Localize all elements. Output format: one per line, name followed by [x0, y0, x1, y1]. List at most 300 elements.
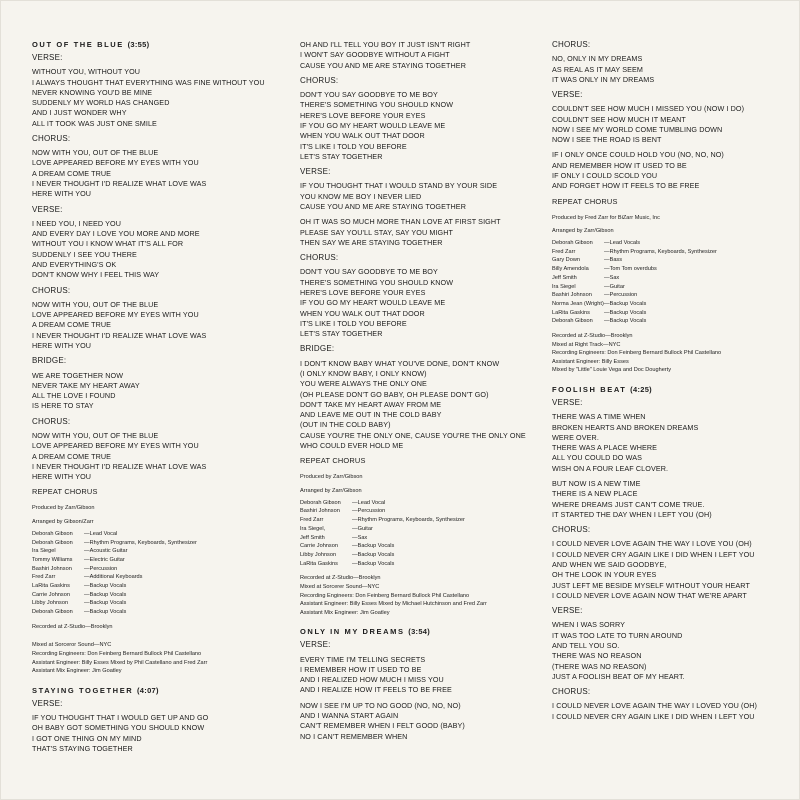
personnel-name: Libby Johnson — [32, 600, 69, 607]
personnel-name: Billy Amendola — [552, 266, 589, 273]
lyric-line: I REMEMBER HOW IT USED TO BE — [300, 664, 422, 674]
lyric-line: LOVE APPEARED BEFORE MY EYES WITH YOU — [32, 441, 199, 451]
lyric-line: NOW WITH YOU, OUT OF THE BLUE — [32, 148, 159, 158]
lyric-line: BROKEN HEARTS AND BROKEN DREAMS — [552, 422, 699, 432]
personnel-name: Fred Zarr — [300, 517, 324, 524]
personnel-row — [552, 309, 796, 318]
studio-line: Recorded at Z-Studio—Brooklyn — [300, 575, 381, 582]
spacer — [552, 375, 796, 385]
lyric-line: I COULD NEVER CRY AGAIN LIKE I DID WHEN I LEFT YOU — [552, 711, 755, 721]
studio-line: Mixed at Right Track—NYC — [552, 341, 621, 348]
lyric-line: THAT'S STAYING TOGETHER — [32, 743, 133, 753]
personnel-name: Ira Siegel — [32, 548, 56, 555]
personnel-row — [32, 573, 276, 582]
song-title-text: OUT OF THE BLUE — [32, 40, 124, 49]
lyric-line: AND EVERYTHING'S OK — [32, 260, 117, 270]
personnel-row — [552, 291, 796, 300]
lyric-line: CAUSE YOU AND ME ARE STAYING TOGETHER — [300, 60, 466, 70]
personnel-row — [552, 265, 796, 274]
lyric-line: DON'T YOU SAY GOODBYE TO ME BOY — [300, 90, 438, 100]
lyric-line: (OUT IN THE COLD BABY) — [300, 420, 391, 430]
personnel-role: —Percussion — [604, 292, 638, 299]
personnel-row — [552, 300, 796, 309]
personnel-name: Bashiri Johnson — [552, 292, 592, 299]
lyric-line: JUST A FOOLISH BEAT OF MY HEART. — [552, 671, 685, 681]
lyric-line: I COULD NEVER LOVE AGAIN THE WAY I LOVE YOU (OH) — [552, 539, 752, 549]
lyric-section — [32, 134, 276, 200]
stanza — [300, 359, 544, 452]
studio-line: Assistant Engineer: Billy Esses Mixed by Michael Hutchinson and Fred Zarr — [300, 601, 487, 608]
studio-line: Recorded at Z-Studio—Brooklyn — [32, 623, 113, 630]
lyric-line: WE ARE TOGETHER NOW — [32, 370, 124, 380]
lyric-line: SUDDENLY MY WORLD HAS CHANGED — [32, 98, 170, 108]
section-label: VERSE: — [552, 90, 583, 100]
personnel-role: —Backup Vocals — [604, 301, 647, 307]
personnel-name: LaRita Gaskins — [300, 560, 338, 567]
studio-line: Mixed at Sorceror Sound—NYC — [32, 642, 112, 649]
personnel-name: Ira Siegel, — [300, 525, 326, 532]
personnel-row — [300, 542, 544, 551]
lyric-line: AND I REALIZED HOW MUCH I MISS YOU — [300, 675, 444, 685]
personnel-role: —Electric Guitar — [84, 556, 125, 563]
lyric-line: NEVER TAKE MY HEART AWAY — [32, 380, 140, 390]
song-block — [552, 40, 796, 385]
lyric-line: BUT NOW IS A NEW TIME — [552, 479, 641, 489]
lyric-line: DON'T KNOW WHY I FEEL THIS WAY — [32, 270, 160, 280]
song-title-text: STAYING TOGETHER — [32, 685, 134, 695]
lyric-section — [552, 40, 796, 85]
section-label: VERSE: — [300, 167, 331, 177]
lyric-line: HERE WITH YOU — [32, 189, 92, 199]
personnel-row — [300, 516, 544, 525]
arranged-by: Arranged by Zarr/Gibson — [300, 488, 362, 495]
lyric-line: OH AND I'LL TELL YOU BOY IT JUST ISN'T RIGHT — [300, 40, 471, 49]
lyric-section — [552, 90, 796, 206]
personnel-name: Carrie Johnson — [32, 591, 70, 598]
personnel-name: Gary Down — [552, 257, 580, 264]
lyric-line: COULDN'T SEE HOW MUCH I MISSED YOU (NOW I DO) — [552, 104, 745, 114]
stanza — [300, 217, 544, 248]
song-title-text: ONLY IN MY DREAMS — [300, 627, 405, 637]
lyric-line: IF YOU THOUGHT THAT I WOULD GET UP AND GO — [32, 713, 209, 723]
lyric-section — [300, 40, 544, 71]
lyric-line: I NEVER THOUGHT I'D REALIZE WHAT LOVE WAS — [32, 461, 207, 471]
personnel-name: Deborah Gibson — [552, 318, 593, 325]
personnel-name: LaRita Gaskins — [32, 583, 70, 590]
personnel-row — [552, 283, 796, 292]
lyric-line: AND I WANNA START AGAIN — [300, 711, 399, 720]
lyric-line: COULDN'T SEE HOW MUCH IT MEANT — [552, 114, 686, 124]
studio-line: Recording Engineers: Don Feinberg Bernard Bullock Phil Castellano — [32, 651, 202, 658]
lyric-line: IT'S LIKE I TOLD YOU BEFORE — [300, 141, 407, 151]
personnel-row — [300, 534, 544, 543]
lyric-line: IF YOU GO MY HEART WOULD LEAVE ME — [300, 120, 446, 130]
section-label: CHORUS: — [300, 75, 339, 85]
lyric-line: IF YOU THOUGHT THAT I WOULD STAND BY YOUR SIDE — [300, 181, 498, 191]
personnel-role: —Backup Vocals — [352, 543, 395, 550]
lyric-line: EVERY TIME I'M TELLING SECRETS — [300, 654, 426, 664]
personnel-name: Deborah Gibson — [300, 499, 341, 506]
lyric-line: AND TELL YOU SO. — [552, 641, 620, 651]
produced-by: Produced by Zarr/Gibson — [32, 505, 95, 512]
personnel-name: Deborah Gibson — [32, 530, 73, 537]
personnel-role: —Rhythm Programs, Keyboards, Synthesizer — [352, 517, 465, 524]
personnel-row — [32, 582, 276, 591]
lyric-line: NOW I SEE I'M UP TO NO GOOD (NO, NO, NO) — [300, 700, 461, 710]
studio-line: Recording Engineers: Don Feinberg Bernard Bullock Phil Castellano — [300, 592, 470, 599]
lyric-line: WITHOUT YOU I KNOW WHAT IT'S ALL FOR — [32, 239, 184, 249]
personnel-name: Bashiri Johnson — [300, 508, 340, 515]
lyric-line: THERE'S SOMETHING YOU SHOULD KNOW — [300, 100, 454, 110]
section-label: CHORUS: — [32, 285, 71, 295]
stanza — [552, 620, 796, 682]
lyric-section — [32, 286, 276, 352]
lyric-line: JUST LEFT ME BESIDE MYSELF WITHOUT YOUR HEART — [552, 580, 750, 590]
lyric-line: AND REMEMBER HOW IT USED TO BE — [552, 160, 687, 170]
personnel-role: —Lead Vocal — [352, 499, 386, 506]
song-title — [300, 627, 544, 636]
personnel-role: —Backup Vocals — [84, 583, 127, 590]
stanza — [552, 479, 796, 520]
lyric-line: I COULD NEVER CRY AGAIN LIKE I DID WHEN I LEFT YOU — [552, 549, 755, 559]
personnel-row — [32, 599, 276, 608]
personnel-row — [32, 539, 276, 548]
stanza — [552, 701, 796, 722]
section-label: CHORUS: — [32, 133, 71, 143]
lyric-line: A DREAM COME TRUE — [32, 451, 112, 461]
studio-line: Mixed at Sorcerer Sound—NYC — [300, 583, 380, 590]
column-3 — [552, 40, 796, 727]
section-label: CHORUS: — [552, 525, 591, 535]
lyric-line: THERE'S SOMETHING YOU SHOULD KNOW — [300, 277, 454, 287]
personnel-role: —Acoustic Guitar — [84, 548, 128, 555]
lyric-section — [32, 356, 276, 411]
song-title — [32, 40, 276, 49]
personnel-row — [32, 608, 276, 617]
lyric-line: I GOT ONE THING ON MY MIND — [32, 733, 142, 743]
credits-block — [552, 214, 796, 375]
personnel-role: —Backup Vocals — [84, 609, 127, 616]
lyric-line: AND LEAVE ME OUT IN THE COLD BABY — [300, 410, 442, 420]
lyric-section — [552, 525, 796, 601]
personnel-name: Tommy Williams — [32, 556, 73, 563]
personnel-role: —Lead Vocals — [604, 240, 641, 247]
lyric-line: WERE OVER. — [552, 432, 599, 442]
lyric-line: OH THE LOOK IN YOUR EYES — [552, 570, 657, 580]
lyric-line: AND WHEN WE SAID GOODBYE, — [552, 560, 667, 570]
studio-line: Assistant Engineer: Billy Esses Mixed by Phil Castellano and Fred Zarr — [32, 659, 208, 666]
section-label: CHORUS: — [32, 416, 71, 426]
lyric-line: I ALWAYS THOUGHT THAT EVERYTHING WAS FINE WITHOUT YOU — [32, 77, 265, 87]
lyric-line: NOW WITH YOU, OUT OF THE BLUE — [32, 430, 159, 440]
section-label: VERSE: — [32, 53, 63, 62]
lyric-line: ALL IT TOOK WAS JUST ONE SMILE — [32, 118, 157, 128]
stanza — [32, 219, 276, 281]
lyric-line: NOW WITH YOU, OUT OF THE BLUE — [32, 299, 159, 309]
lyric-line: LOVE APPEARED BEFORE MY EYES WITH YOU — [32, 158, 199, 168]
lyric-line: IT WAS TOO LATE TO TURN AROUND — [552, 630, 683, 640]
personnel-role: —Percussion — [84, 565, 118, 572]
personnel-name: Fred Zarr — [552, 248, 576, 255]
personnel-name: Jeff Smith — [300, 534, 325, 541]
personnel-row — [552, 317, 796, 326]
lyric-line: WHERE DREAMS JUST CAN'T COME TRUE. — [552, 499, 705, 509]
lyric-line: (I ONLY KNOW BABY, I ONLY KNOW) — [300, 368, 427, 378]
lyric-line: WHEN YOU WALK OUT THAT DOOR — [300, 308, 425, 318]
studio-line: Mixed by "Little" Louie Vega and Doc Dougherty — [552, 367, 672, 374]
personnel-row — [300, 507, 544, 516]
personnel-row — [300, 551, 544, 560]
personnel-role: —Guitar — [352, 525, 373, 532]
song-title — [32, 686, 276, 695]
personnel-role: —Rhythm Programs, Keyboards, Synthesizer — [84, 539, 197, 546]
lyric-line: AND I REALIZE HOW IT FEELS TO BE FREE — [300, 685, 452, 695]
personnel-role: —Backup Vocals — [352, 560, 395, 567]
lyric-line: SUDDENLY I SEE YOU THERE — [32, 249, 137, 259]
personnel-row — [300, 525, 544, 534]
lyric-section — [300, 640, 544, 742]
lyric-line: LOVE APPEARED BEFORE MY EYES WITH YOU — [32, 310, 199, 320]
personnel-role: —Rhythm Programs, Keyboards, Synthesizer — [604, 248, 717, 255]
stanza — [552, 412, 796, 474]
stanza — [552, 104, 796, 145]
lyric-line: ALL YOU COULD DO WAS — [552, 453, 642, 463]
lyric-line: IT STARTED THE DAY WHEN I LEFT YOU (OH) — [552, 509, 712, 519]
credits-block — [32, 504, 276, 675]
song-duration: (4:25) — [630, 385, 652, 395]
studio-line: Recorded at Z-Studio—Brooklyn — [552, 333, 633, 340]
section-label: VERSE: — [552, 398, 583, 408]
lyric-line: HERE'S LOVE BEFORE YOUR EYES — [300, 287, 426, 297]
arranged-by: Arranged by Gibson/Zarr — [32, 519, 94, 526]
personnel-row — [552, 239, 796, 248]
stanza — [300, 90, 544, 162]
personnel-role: —Backup Vocals — [84, 591, 127, 598]
stanza — [32, 713, 276, 754]
lyric-line: HERE WITH YOU — [32, 472, 92, 482]
studio-line: Assistant Mix Engineer: Jim Goatley — [300, 609, 390, 616]
personnel-role: —Percussion — [352, 508, 386, 515]
lyric-line: ALL THE LOVE I FOUND — [32, 391, 116, 401]
lyric-line: HERE'S LOVE BEFORE YOUR EYES — [300, 110, 426, 120]
lyric-line: NOW I SEE THE ROAD IS BENT — [552, 135, 662, 145]
lyric-line: THEN SAY WE ARE STAYING TOGETHER — [300, 237, 443, 247]
personnel-row — [300, 560, 544, 569]
lyric-section — [300, 253, 544, 339]
lyric-line: AND FORGET HOW IT FEELS TO BE FREE — [552, 181, 700, 191]
lyric-line: A DREAM COME TRUE — [32, 168, 112, 178]
repeat-chorus: REPEAT CHORUS — [300, 456, 366, 466]
section-label: BRIDGE: — [300, 344, 335, 354]
produced-by: Produced by Fred Zarr for BiZarr Music, Inc — [552, 214, 660, 221]
lyric-line: THERE IS A NEW PLACE — [552, 489, 638, 499]
studio-info — [552, 332, 796, 375]
personnel-role: —Backup Vocals — [604, 309, 647, 316]
lyric-line: NO I CAN'T REMEMBER WHEN — [300, 731, 408, 741]
lyric-line: THERE WAS NO REASON — [552, 651, 642, 661]
section-label: VERSE: — [32, 204, 63, 214]
personnel-role: —Additional Keyboards — [84, 574, 143, 581]
lyric-line: WHO COULD EVER HOLD ME — [300, 441, 404, 451]
lyric-line: I WON'T SAY GOODBYE WITHOUT A FIGHT — [300, 50, 450, 60]
lyric-section — [32, 699, 276, 754]
stanza — [300, 40, 544, 71]
lyric-line: (THERE WAS NO REASON) — [552, 661, 647, 671]
lyric-line: CAN'T REMEMBER WHEN I FELT GOOD (BABY) — [300, 721, 465, 731]
lyric-line: YOU WERE ALWAYS THE ONLY ONE — [300, 379, 427, 389]
lyric-line: WISH ON A FOUR LEAF CLOVER. — [552, 463, 669, 473]
lyric-line: I DON'T KNOW BABY WHAT YOU'VE DONE, DON'T KNOW — [300, 358, 500, 368]
song-block — [300, 40, 544, 627]
lyric-section — [552, 687, 796, 722]
studio-line: Assistant Engineer: Billy Esses — [552, 358, 629, 365]
section-label: CHORUS: — [300, 253, 339, 263]
lyric-line: AS REAL AS IT MAY SEEM — [552, 64, 644, 74]
personnel-row — [32, 530, 276, 539]
lyric-line: I NEVER THOUGHT I'D REALIZE WHAT LOVE WAS — [32, 179, 207, 189]
stanza — [300, 181, 544, 212]
lyric-line: NO, ONLY IN MY DREAMS — [552, 54, 643, 64]
personnel-role: —Tom Tom overdubs — [604, 266, 657, 273]
song-duration: (3:55) — [127, 40, 150, 49]
personnel-role: —Sax — [352, 534, 368, 541]
personnel-role: —Backup Vocals — [604, 318, 647, 325]
repeat-chorus: REPEAT CHORUS — [552, 196, 618, 206]
personnel-role: —Backup Vocals — [352, 551, 395, 558]
lyric-section — [32, 205, 276, 281]
produced-by: Produced by Zarr/Gibson — [300, 474, 363, 481]
personnel-row — [552, 248, 796, 257]
stanza — [300, 701, 544, 742]
personnel-row — [32, 565, 276, 574]
lyric-section — [32, 53, 276, 129]
spacer — [32, 631, 276, 641]
lyric-line: WITHOUT YOU, WITHOUT YOU — [32, 67, 141, 77]
personnel-role: —Lead Vocal — [84, 530, 118, 537]
stanza — [32, 300, 276, 351]
personnel-name: Deborah Gibson — [32, 609, 73, 616]
lyric-line: LET'S STAY TOGETHER — [300, 151, 383, 161]
arranged-by: Arranged by Zarr/Gibson — [552, 228, 614, 235]
song-block — [300, 627, 544, 742]
personnel-name: Jeff Smith — [552, 274, 577, 281]
lyric-line: LET'S STAY TOGETHER — [300, 329, 383, 339]
personnel-row — [300, 499, 544, 508]
lyric-section — [552, 606, 796, 682]
credits-block — [300, 473, 544, 617]
lyric-line: I COULD NEVER LOVE AGAIN NOW THAT WE'RE APART — [552, 590, 747, 600]
section-label: BRIDGE: — [32, 356, 67, 366]
lyric-line: THERE WAS A PLACE WHERE — [552, 443, 658, 453]
lyric-line: OH BABY GOT SOMETHING YOU SHOULD KNOW — [32, 723, 205, 733]
studio-line: Assistant Mix Engineer: Jim Goatley — [32, 668, 122, 675]
lyric-line: IF YOU GO MY HEART WOULD LEAVE ME — [300, 298, 446, 308]
personnel-row — [32, 547, 276, 556]
stanza — [32, 371, 276, 412]
lyric-line: IT WAS ONLY IN MY DREAMS — [552, 74, 655, 84]
section-label: VERSE: — [552, 606, 583, 616]
stanza — [32, 67, 276, 129]
song-block — [32, 686, 276, 754]
stanza — [300, 655, 544, 696]
lyric-line: I NEED YOU, I NEED YOU — [32, 218, 122, 228]
song-title-text: FOOLISH BEAT — [552, 385, 627, 395]
lyric-line: DON'T YOU SAY GOODBYE TO ME BOY — [300, 267, 438, 277]
studio-info — [300, 574, 544, 617]
personnel-name: Deborah Gibson — [552, 240, 593, 247]
stanza — [552, 54, 796, 85]
lyric-line: AND EVERY DAY I LOVE YOU MORE AND MORE — [32, 229, 200, 239]
personnel-row — [552, 274, 796, 283]
spacer — [32, 676, 276, 686]
song-block — [32, 40, 276, 686]
lyric-line: OH IT WAS SO MUCH MORE THAN LOVE AT FIRST SIGHT — [300, 217, 501, 227]
personnel-role: —Bass — [604, 257, 623, 264]
lyric-line: I NEVER THOUGHT I'D REALIZE WHAT LOVE WAS — [32, 330, 207, 340]
stanza — [32, 431, 276, 482]
lyric-line: IF I ONLY ONCE COULD HOLD YOU (NO, NO, NO) — [552, 150, 724, 160]
personnel-name: Fred Zarr — [32, 574, 56, 581]
lyric-section — [300, 344, 544, 465]
studio-line: Recording Engineers: Don Feinberg Bernard Bullock Phil Castellano — [552, 350, 722, 357]
lyric-line: IT'S LIKE I TOLD YOU BEFORE — [300, 318, 407, 328]
personnel-role: —Backup Vocals — [84, 600, 127, 607]
lyric-section — [300, 167, 544, 248]
stanza — [32, 148, 276, 199]
lyric-line: I COULD NEVER LOVE AGAIN THE WAY I LOVED YOU (OH) — [552, 701, 757, 711]
song-block — [552, 385, 796, 722]
personnel-name: Deborah Gibson — [32, 539, 73, 546]
section-label: VERSE: — [300, 640, 331, 650]
lyric-line: DON'T TAKE MY HEART AWAY FROM ME — [300, 399, 442, 409]
personnel-name: Libby Johnson — [300, 551, 337, 558]
personnel-row — [32, 591, 276, 600]
section-label: CHORUS: — [552, 40, 591, 49]
personnel-name: Bashiri Johnson — [32, 565, 72, 572]
lyric-section — [300, 76, 544, 162]
lyric-line: THERE WAS A TIME WHEN — [552, 412, 646, 422]
personnel-row — [32, 556, 276, 565]
song-title — [552, 385, 796, 394]
personnel-role: —Guitar — [604, 283, 625, 290]
lyric-section — [552, 398, 796, 520]
section-label: CHORUS: — [552, 687, 591, 697]
song-duration: (3:54) — [408, 627, 431, 637]
stanza — [552, 539, 796, 601]
stanza — [552, 150, 796, 191]
lyric-line: IF ONLY I COULD SCOLD YOU — [552, 171, 658, 181]
personnel-name: LaRita Gaskins — [552, 309, 590, 316]
lyric-line: A DREAM COME TRUE — [32, 320, 112, 330]
personnel-name: Ira Siegel — [552, 283, 576, 290]
personnel-name: Norma Jean (Wright) — [552, 301, 604, 307]
lyric-line: NEVER KNOWING YOU'D BE MINE — [32, 87, 153, 97]
song-duration: (4:07) — [137, 685, 159, 695]
personnel-name: Carrie Johnson — [300, 543, 338, 550]
stanza — [300, 267, 544, 339]
personnel-role: —Sax — [604, 274, 620, 281]
lyric-line: YOU KNOW ME BOY I NEVER LIED — [300, 191, 422, 201]
lyric-line: (OH PLEASE DON'T GO BABY, OH PLEASE DON'T GO) — [300, 389, 489, 399]
lyric-section — [32, 417, 276, 497]
spacer — [300, 617, 544, 627]
lyric-line: CAUSE YOU AND ME ARE STAYING TOGETHER — [300, 201, 466, 211]
lyric-line: CAUSE YOU'RE THE ONLY ONE, CAUSE YOU'RE THE ONLY ONE — [300, 430, 526, 440]
lyric-line: AND I JUST WONDER WHY — [32, 108, 127, 118]
repeat-chorus: REPEAT CHORUS — [32, 487, 98, 497]
column-2 — [300, 40, 544, 747]
lyric-line: PLEASE SAY YOU'LL STAY, SAY YOU MIGHT — [300, 227, 454, 237]
